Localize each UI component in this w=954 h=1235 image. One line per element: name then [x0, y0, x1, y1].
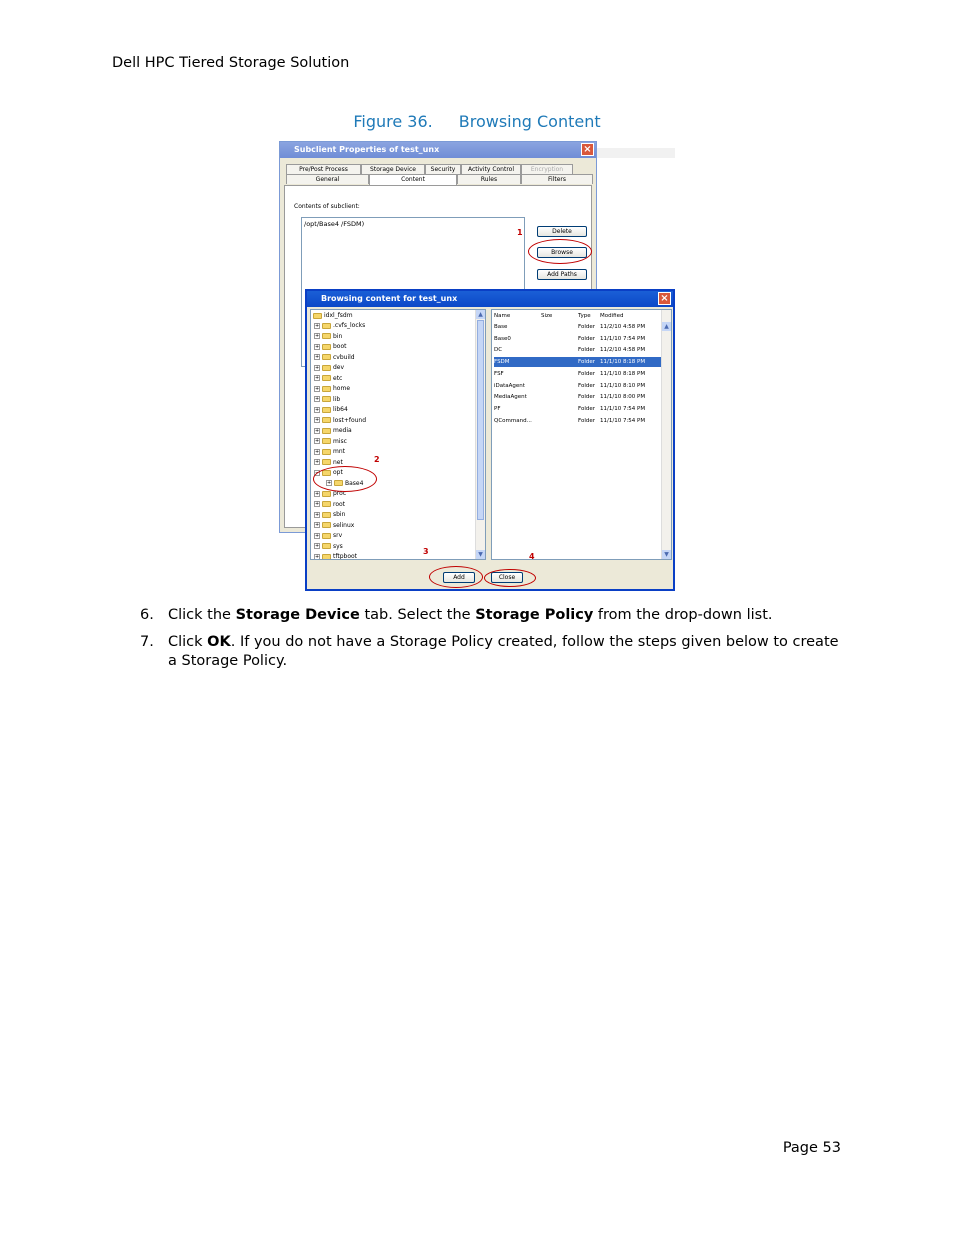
browse-dialog-titlebar — [307, 291, 673, 307]
scroll-up-icon[interactable]: ▲ — [662, 322, 671, 331]
expand-icon[interactable]: + — [315, 354, 320, 360]
folder-icon — [322, 344, 331, 350]
scroll-down-icon[interactable]: ▼ — [476, 550, 485, 559]
tree-item[interactable]: + selinux — [315, 521, 355, 529]
tree-item[interactable]: + lib64 — [315, 406, 348, 413]
tree-scrollbar[interactable] — [475, 310, 485, 559]
expand-icon[interactable]: + — [315, 532, 320, 539]
browse-dialog-title: Browsing content for test_unx — [321, 294, 458, 303]
tree-item[interactable]: + misc — [315, 437, 347, 445]
expand-icon[interactable]: + — [315, 396, 320, 402]
folder-icon — [322, 407, 331, 413]
folder-icon — [322, 533, 331, 539]
expand-icon[interactable]: + — [315, 553, 320, 560]
tab-activity-control[interactable]: Activity Control — [461, 164, 521, 174]
subclient-dialog-title: Subclient Properties of test_unx — [294, 145, 440, 154]
expand-icon[interactable]: + — [315, 322, 320, 329]
tree-item[interactable]: + proc — [315, 490, 347, 497]
contents-label: Contents of subclient: — [294, 203, 360, 210]
expand-icon[interactable]: − — [315, 469, 320, 476]
tree-item[interactable]: + etc — [315, 374, 343, 382]
highlight-ring-add — [429, 566, 483, 588]
file-row[interactable]: Base0 Folder 11/1/10 7:54 PM — [494, 335, 646, 342]
file-list — [491, 309, 672, 560]
file-scrollbar[interactable] — [661, 310, 671, 559]
scroll-up-icon[interactable]: ▲ — [476, 310, 485, 319]
step-marker-2: 2 — [374, 455, 380, 464]
expand-icon[interactable]: + — [315, 406, 320, 413]
tree-root[interactable]: idxl_fsdm — [313, 311, 353, 321]
folder-icon — [322, 333, 331, 339]
folder-icon — [322, 491, 331, 497]
tab-row-1 — [286, 164, 573, 174]
add-paths-button[interactable]: Add Paths — [537, 269, 587, 280]
expand-icon[interactable]: + — [315, 438, 320, 444]
expand-icon[interactable]: + — [315, 543, 320, 549]
subclient-dialog-titlebar — [280, 142, 596, 158]
page-footer: Page 53 — [782, 1140, 841, 1156]
tree-item[interactable]: + srv — [315, 532, 343, 539]
tab-row-2 — [286, 174, 593, 184]
tab-filters[interactable]: Filters — [521, 174, 593, 184]
instruction-steps — [140, 606, 840, 679]
tree-item-child[interactable]: + Base4 — [327, 479, 364, 487]
expand-icon[interactable]: + — [315, 511, 320, 518]
folder-icon — [322, 459, 331, 465]
browse-content-dialog — [305, 289, 675, 591]
highlight-ring-close — [484, 569, 536, 587]
tree-item[interactable]: + boot — [315, 343, 347, 350]
tree-item[interactable]: + mnt — [315, 448, 345, 455]
step-6: 6. Click the Storage Device tab. Select the Storage Policy from the drop-down list. — [140, 607, 773, 623]
column-modified[interactable]: Modified — [600, 313, 624, 319]
tree-item[interactable]: + sbin — [315, 511, 346, 518]
tab-storage-device[interactable]: Storage Device — [361, 164, 425, 174]
delete-button[interactable]: Delete — [537, 226, 587, 237]
file-row[interactable]: FSDM Folder 11/1/10 8:18 PM — [494, 357, 662, 367]
expand-icon[interactable]: + — [315, 364, 320, 371]
expand-icon[interactable]: + — [315, 385, 320, 392]
page-header: Dell HPC Tiered Storage Solution — [112, 55, 350, 71]
file-list-header — [494, 312, 662, 321]
expand-icon[interactable]: + — [315, 501, 320, 507]
step-7: 7. Click OK. If you do not have a Storage Policy created, follow the steps given below to create a Storage Policy. — [140, 634, 839, 669]
tree-item[interactable]: + root — [315, 500, 346, 508]
expand-icon[interactable]: + — [315, 490, 320, 497]
close-icon[interactable]: × — [581, 143, 594, 156]
step-marker-4: 4 — [529, 552, 535, 561]
figure-caption — [0, 112, 954, 131]
tree-item[interactable]: + lost+found — [315, 416, 367, 424]
tab-encryption[interactable]: Encryption — [521, 164, 573, 174]
tree-item[interactable]: + cvbuild — [315, 353, 355, 361]
folder-icon — [322, 501, 331, 507]
tab-security[interactable]: Security — [425, 164, 461, 174]
tab-pre-post-process[interactable]: Pre/Post Process — [286, 164, 361, 174]
expand-icon[interactable]: + — [327, 480, 332, 486]
tab-general[interactable]: General — [286, 174, 369, 184]
expand-icon[interactable]: + — [315, 522, 320, 528]
folder-icon — [322, 428, 331, 434]
column-name[interactable]: Name — [494, 313, 511, 319]
file-row[interactable]: QCommand... Folder 11/1/10 7:54 PM — [494, 417, 646, 424]
tree-item[interactable]: + sys — [315, 542, 343, 550]
file-row[interactable]: FSF Folder 11/1/10 8:18 PM — [494, 370, 646, 377]
folder-icon — [322, 512, 331, 518]
folder-icon — [322, 417, 331, 423]
tab-rules[interactable]: Rules — [457, 174, 521, 184]
file-row[interactable]: PF Folder 11/1/10 7:54 PM — [494, 405, 646, 412]
add-button[interactable]: Add — [443, 572, 475, 583]
close-button[interactable]: Close — [491, 572, 523, 583]
file-row[interactable]: DC Folder 11/2/10 4:58 PM — [494, 347, 646, 354]
tree-item[interactable]: + media — [315, 427, 352, 434]
folder-icon — [322, 375, 331, 381]
folder-icon — [322, 386, 331, 392]
file-row[interactable]: iDataAgent Folder 11/1/10 8:10 PM — [494, 382, 646, 389]
expand-icon[interactable]: + — [315, 459, 320, 465]
folder-tree — [310, 309, 486, 560]
file-row[interactable]: Base Folder 11/2/10 4:58 PM — [494, 324, 646, 330]
tree-scroll-thumb[interactable] — [477, 320, 484, 520]
tree-item[interactable]: + lib — [315, 395, 341, 403]
tree-item[interactable]: + dev — [315, 364, 345, 371]
folder-icon — [322, 554, 331, 560]
tree-item[interactable]: − opt — [315, 469, 343, 476]
column-type[interactable]: Type — [578, 313, 591, 319]
caption-title: Browsing Content — [458, 112, 601, 131]
highlight-ring-browse — [528, 239, 592, 264]
tree-item[interactable]: + net — [315, 458, 343, 466]
tab-content[interactable]: Content — [369, 174, 457, 186]
folder-icon — [313, 313, 322, 319]
file-row[interactable]: MediaAgent Folder 11/1/10 8:00 PM — [494, 394, 646, 401]
content-entry[interactable]: /opt/Base4 /FSDM) — [304, 220, 365, 228]
scroll-down-icon[interactable]: ▼ — [662, 550, 671, 559]
folder-icon — [322, 365, 331, 371]
close-icon[interactable]: × — [658, 292, 671, 305]
tree-item[interactable]: + home — [315, 385, 351, 392]
folder-icon — [322, 354, 331, 360]
expand-icon[interactable]: + — [315, 448, 320, 455]
expand-icon[interactable]: + — [315, 343, 320, 350]
expand-icon[interactable]: + — [315, 375, 320, 381]
folder-icon — [322, 522, 331, 528]
folder-icon — [322, 438, 331, 444]
step-marker-3: 3 — [423, 547, 429, 556]
figure-screenshot — [279, 141, 679, 593]
browse-button[interactable]: Browse — [537, 247, 587, 258]
expand-icon[interactable]: + — [315, 427, 320, 434]
background-strip — [597, 148, 675, 158]
expand-icon[interactable]: + — [315, 333, 320, 339]
folder-icon — [322, 396, 331, 402]
caption-number: Figure 36. — [353, 112, 433, 131]
folder-icon — [322, 543, 331, 549]
highlight-ring-opt — [313, 466, 377, 492]
tree-item[interactable]: + tftpboot — [315, 553, 358, 560]
column-size[interactable]: Size — [541, 313, 553, 319]
tree-item[interactable]: + bin — [315, 332, 343, 340]
tree-item[interactable]: + .cvfs_locks — [315, 322, 366, 329]
folder-icon — [322, 323, 331, 329]
expand-icon[interactable]: + — [315, 417, 320, 423]
step-marker-1: 1 — [517, 228, 523, 237]
folder-icon — [322, 449, 331, 455]
